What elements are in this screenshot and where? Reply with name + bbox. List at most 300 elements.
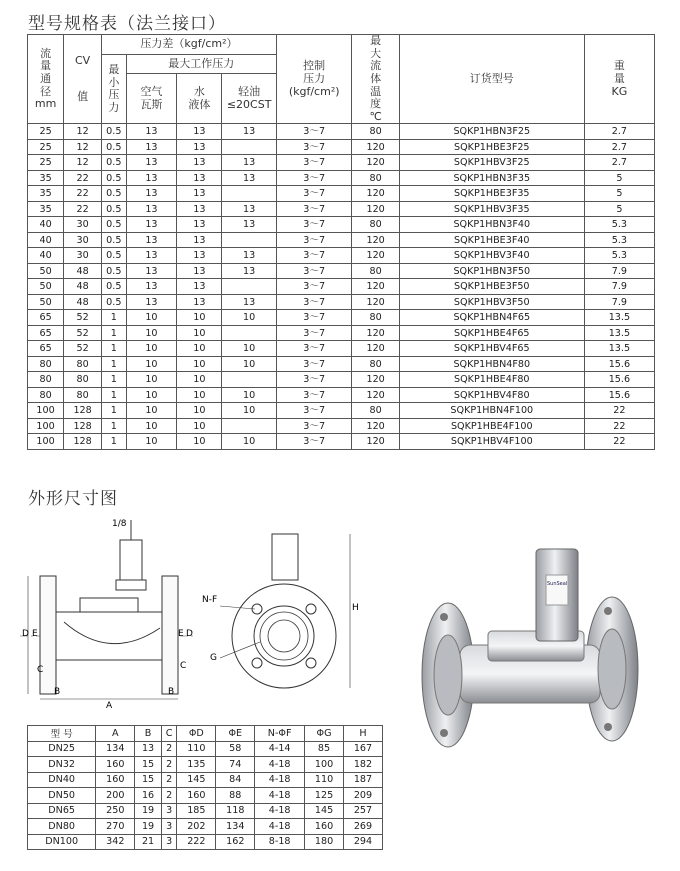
dim-cell: 2	[161, 757, 177, 773]
spec-row	[28, 232, 655, 248]
dim-cell: 2	[161, 788, 177, 804]
spec-cell: 13	[177, 186, 222, 202]
spec-cell: SQKP1HBN3F35	[399, 170, 584, 186]
spec-cell: 10	[126, 387, 177, 403]
dim-cell: 13	[135, 741, 162, 757]
dim-cell: 200	[96, 788, 135, 804]
spec-cell: 22	[584, 434, 654, 450]
spec-cell: 52	[64, 310, 102, 326]
spec-cell: 0.5	[102, 279, 127, 295]
spec-cell: 10	[222, 387, 276, 403]
dim-cell: 16	[135, 788, 162, 804]
dim-cell: 88	[216, 788, 255, 804]
spec-cell: 1	[102, 325, 127, 341]
spec-cell: 3～7	[276, 418, 352, 434]
dim-cell: 58	[216, 741, 255, 757]
spec-cell: 80	[352, 124, 399, 140]
spec-row	[28, 310, 655, 326]
spec-cell: 120	[352, 279, 399, 295]
spec-cell: 3～7	[276, 248, 352, 264]
spec-cell: 35	[28, 201, 64, 217]
spec-cell: 3～7	[276, 124, 352, 140]
dim-cell: 110	[177, 741, 216, 757]
spec-cell: SQKP1HBE3F50	[399, 279, 584, 295]
spec-cell: 13	[177, 139, 222, 155]
spec-cell: 13	[126, 155, 177, 171]
spec-cell: 13	[222, 170, 276, 186]
spec-cell: 10	[177, 387, 222, 403]
dim-cell: 4-18	[255, 819, 305, 835]
spec-cell: 1	[102, 310, 127, 326]
spec-cell: SQKP1HBV4F80	[399, 387, 584, 403]
dim-cell: 182	[343, 757, 382, 773]
spec-cell: 5	[584, 170, 654, 186]
dim-header-cell: ΦG	[305, 726, 344, 742]
spec-cell	[222, 279, 276, 295]
dim-row	[28, 772, 383, 788]
dimension-table-body	[28, 741, 383, 850]
spec-row	[28, 170, 655, 186]
spec-cell: 40	[28, 232, 64, 248]
dim-cell: DN50	[28, 788, 96, 804]
dim-cell: DN40	[28, 772, 96, 788]
spec-cell: 13	[126, 170, 177, 186]
dim-label-a: A	[106, 701, 113, 711]
dim-cell: 4-18	[255, 803, 305, 819]
spec-cell: 13	[126, 294, 177, 310]
dim-cell: 4-14	[255, 741, 305, 757]
dim-cell: 257	[343, 803, 382, 819]
spec-cell: 3～7	[276, 263, 352, 279]
dim-cell: 19	[135, 803, 162, 819]
spec-cell: 0.5	[102, 201, 127, 217]
dim-cell: 118	[216, 803, 255, 819]
dim-label-e-left: E	[32, 629, 38, 639]
col-pressure-diff: 压力差（kgf/cm²）	[102, 35, 277, 55]
col-max-working-pressure: 最大工作压力	[126, 55, 276, 74]
spec-cell: SQKP1HBN3F25	[399, 124, 584, 140]
spec-cell: SQKP1HBN4F65	[399, 310, 584, 326]
dim-cell: 270	[96, 819, 135, 835]
spec-cell: 13	[126, 263, 177, 279]
dim-cell: 74	[216, 757, 255, 773]
spec-cell: 120	[352, 418, 399, 434]
spec-cell: 120	[352, 372, 399, 388]
dim-row	[28, 788, 383, 804]
dim-row	[28, 741, 383, 757]
spec-cell	[222, 372, 276, 388]
spec-cell: 10	[222, 434, 276, 450]
spec-cell: 80	[64, 356, 102, 372]
spec-cell: 13	[126, 139, 177, 155]
dim-cell: 4-18	[255, 788, 305, 804]
spec-cell: 1	[102, 434, 127, 450]
spec-cell: SQKP1HBN4F80	[399, 356, 584, 372]
col-max-temp: 最 大 流 体 温 度 ℃	[352, 35, 399, 124]
dim-cell: 250	[96, 803, 135, 819]
spec-cell: 10	[222, 341, 276, 357]
spec-row	[28, 341, 655, 357]
spec-cell: 25	[28, 124, 64, 140]
dim-label-c-right: C	[180, 661, 187, 671]
g-label: G	[210, 653, 217, 663]
spec-cell: 3～7	[276, 294, 352, 310]
spec-row	[28, 139, 655, 155]
spec-cell: SQKP1HBE3F40	[399, 232, 584, 248]
dim-cell: 4-18	[255, 772, 305, 788]
spec-cell: 10	[177, 418, 222, 434]
spec-cell: 10	[177, 325, 222, 341]
spec-cell: 10	[126, 341, 177, 357]
dim-header-cell: ΦE	[216, 726, 255, 742]
dim-cell: 209	[343, 788, 382, 804]
spec-cell: 13	[222, 294, 276, 310]
spec-cell: 13	[177, 217, 222, 233]
spec-cell: 80	[352, 217, 399, 233]
spec-cell: 80	[352, 356, 399, 372]
spec-cell: 80	[28, 387, 64, 403]
spec-cell: 13	[126, 248, 177, 264]
spec-cell: 10	[222, 403, 276, 419]
spec-cell: 1	[102, 403, 127, 419]
spec-cell: 5	[584, 201, 654, 217]
dim-cell: 85	[305, 741, 344, 757]
dimension-table-header	[28, 726, 383, 742]
dim-row	[28, 803, 383, 819]
spec-cell: SQKP1HBN4F100	[399, 403, 584, 419]
spec-cell: SQKP1HBE4F65	[399, 325, 584, 341]
spec-cell: 3～7	[276, 372, 352, 388]
spec-row	[28, 325, 655, 341]
dim-cell: 160	[305, 819, 344, 835]
dim-cell: 21	[135, 834, 162, 850]
spec-cell: 13	[177, 201, 222, 217]
spec-row	[28, 155, 655, 171]
spec-cell	[222, 325, 276, 341]
spec-cell: 48	[64, 294, 102, 310]
spec-row	[28, 201, 655, 217]
spec-row	[28, 434, 655, 450]
spec-cell: 50	[28, 263, 64, 279]
spec-cell: 30	[64, 248, 102, 264]
dim-cell: 135	[177, 757, 216, 773]
spec-cell: 80	[28, 356, 64, 372]
dimension-drawing-title: 外形尺寸图	[28, 489, 118, 509]
spec-cell: 13	[222, 155, 276, 171]
dim-cell: 185	[177, 803, 216, 819]
spec-cell: 120	[352, 155, 399, 171]
h-label: H	[352, 603, 359, 613]
spec-row	[28, 387, 655, 403]
spec-row	[28, 248, 655, 264]
dim-cell: 180	[305, 834, 344, 850]
spec-cell: 50	[28, 294, 64, 310]
dim-cell: 100	[305, 757, 344, 773]
dim-cell: 145	[177, 772, 216, 788]
spec-cell: 120	[352, 201, 399, 217]
spec-cell	[222, 418, 276, 434]
spec-table	[27, 34, 655, 450]
dim-cell: 342	[96, 834, 135, 850]
spec-cell: 1	[102, 372, 127, 388]
col-air-gas: 空气 瓦斯	[126, 74, 177, 124]
spec-cell: 120	[352, 341, 399, 357]
spec-row	[28, 403, 655, 419]
spec-cell: 10	[177, 434, 222, 450]
dim-header-cell: 型 号	[28, 726, 96, 742]
spec-cell: SQKP1HBV3F35	[399, 201, 584, 217]
spec-cell: 13.5	[584, 341, 654, 357]
col-weight: 重 量 KG	[584, 35, 654, 124]
spec-cell: 10	[222, 356, 276, 372]
spec-row	[28, 279, 655, 295]
spec-cell: 3～7	[276, 217, 352, 233]
spec-cell: 13	[222, 217, 276, 233]
spec-cell: 15.6	[584, 387, 654, 403]
col-light-oil: 轻油 ≤20CST	[222, 74, 276, 124]
dim-cell: 4-18	[255, 757, 305, 773]
spec-cell: 3～7	[276, 170, 352, 186]
spec-cell: 0.5	[102, 248, 127, 264]
spec-cell: SQKP1HBV3F50	[399, 294, 584, 310]
spec-cell: 3～7	[276, 403, 352, 419]
spec-cell: SQKP1HBN3F40	[399, 217, 584, 233]
spec-cell: 35	[28, 170, 64, 186]
dim-cell: 145	[305, 803, 344, 819]
spec-cell: 15.6	[584, 372, 654, 388]
spec-cell: 1	[102, 356, 127, 372]
spec-cell: 80	[352, 263, 399, 279]
front-view-drawing	[200, 530, 360, 700]
spec-cell: 25	[28, 139, 64, 155]
spec-cell: 10	[177, 372, 222, 388]
dim-cell: 125	[305, 788, 344, 804]
spec-cell: 128	[64, 434, 102, 450]
spec-cell: 0.5	[102, 124, 127, 140]
spec-cell: 3～7	[276, 279, 352, 295]
spec-cell: 10	[126, 403, 177, 419]
spec-cell: 13.5	[584, 325, 654, 341]
spec-cell: 13	[177, 248, 222, 264]
spec-cell: 13	[177, 155, 222, 171]
dim-cell: 167	[343, 741, 382, 757]
dim-row	[28, 834, 383, 850]
spec-cell: 1	[102, 387, 127, 403]
spec-cell: 3～7	[276, 325, 352, 341]
spec-cell: 100	[28, 434, 64, 450]
spec-cell: 25	[28, 155, 64, 171]
spec-cell: 128	[64, 403, 102, 419]
dim-cell: 187	[343, 772, 382, 788]
dim-cell: 110	[305, 772, 344, 788]
spec-cell: 13	[177, 294, 222, 310]
spec-cell: 0.5	[102, 232, 127, 248]
spec-cell: 0.5	[102, 294, 127, 310]
col-water-liquid: 水 液体	[177, 74, 222, 124]
spec-cell: 48	[64, 279, 102, 295]
spec-cell: 12	[64, 124, 102, 140]
spec-cell: 2.7	[584, 139, 654, 155]
spec-cell: 13	[177, 232, 222, 248]
spec-cell: 80	[352, 403, 399, 419]
dim-header-cell: B	[135, 726, 162, 742]
spec-cell: SQKP1HBE3F25	[399, 139, 584, 155]
spec-cell: 120	[352, 294, 399, 310]
spec-cell: 52	[64, 341, 102, 357]
spec-table-body	[28, 124, 655, 450]
valve-product-photo	[400, 545, 660, 775]
dim-label-d-right: D	[186, 629, 193, 639]
dim-cell: 2	[161, 772, 177, 788]
spec-cell: 1	[102, 418, 127, 434]
spec-cell: 3～7	[276, 139, 352, 155]
spec-cell: 13	[222, 124, 276, 140]
spec-cell: 10	[126, 310, 177, 326]
spec-cell: 13	[126, 232, 177, 248]
spec-row	[28, 372, 655, 388]
spec-cell: 10	[177, 310, 222, 326]
spec-cell: 0.5	[102, 263, 127, 279]
spec-row	[28, 217, 655, 233]
spec-cell: 10	[177, 356, 222, 372]
spec-cell: 1	[102, 341, 127, 357]
dim-cell: 162	[216, 834, 255, 850]
spec-cell: 13	[222, 263, 276, 279]
spec-cell: 2.7	[584, 124, 654, 140]
dim-cell: DN80	[28, 819, 96, 835]
dim-row	[28, 819, 383, 835]
spec-cell: 10	[126, 418, 177, 434]
spec-cell: 3～7	[276, 356, 352, 372]
spec-cell: 13	[126, 279, 177, 295]
col-control-pressure: 控制 压力 (kgf/cm²)	[276, 35, 352, 124]
spec-cell: 80	[64, 387, 102, 403]
spec-cell: 5.3	[584, 248, 654, 264]
spec-cell: 22	[584, 403, 654, 419]
spec-cell: 3～7	[276, 155, 352, 171]
spec-cell: 5.3	[584, 217, 654, 233]
spec-cell: 65	[28, 310, 64, 326]
spec-row	[28, 356, 655, 372]
spec-cell: 13.5	[584, 310, 654, 326]
spec-cell: 12	[64, 139, 102, 155]
dim-cell: 160	[96, 772, 135, 788]
dim-cell: 8-18	[255, 834, 305, 850]
dim-cell: 202	[177, 819, 216, 835]
spec-cell	[222, 139, 276, 155]
dim-cell: DN25	[28, 741, 96, 757]
spec-cell	[222, 186, 276, 202]
spec-cell: 7.9	[584, 263, 654, 279]
dim-label-b-right: B	[168, 687, 175, 697]
spec-cell: 3～7	[276, 387, 352, 403]
spec-cell: 0.5	[102, 170, 127, 186]
spec-cell: 100	[28, 418, 64, 434]
spec-cell: 120	[352, 186, 399, 202]
spec-cell: SQKP1HBV4F65	[399, 341, 584, 357]
spec-cell: 30	[64, 232, 102, 248]
spec-cell: 10	[177, 341, 222, 357]
spec-cell: 80	[64, 372, 102, 388]
dim-cell: DN100	[28, 834, 96, 850]
spec-cell: 22	[64, 201, 102, 217]
spec-cell: 100	[28, 403, 64, 419]
spec-row	[28, 263, 655, 279]
dim-header-cell: ΦD	[177, 726, 216, 742]
spec-cell: 10	[126, 356, 177, 372]
dim-header-cell: N-ΦF	[255, 726, 305, 742]
dim-cell: 294	[343, 834, 382, 850]
dim-header-cell: H	[343, 726, 382, 742]
dim-row	[28, 757, 383, 773]
col-cv: CV 值	[64, 35, 102, 124]
spec-cell: 48	[64, 263, 102, 279]
spec-cell: 10	[126, 372, 177, 388]
dim-cell: 269	[343, 819, 382, 835]
photo-brand-label: SunSeal	[547, 581, 568, 587]
spec-row	[28, 124, 655, 140]
spec-cell: 3～7	[276, 186, 352, 202]
spec-cell: 3～7	[276, 310, 352, 326]
spec-cell: SQKP1HBV3F25	[399, 155, 584, 171]
spec-cell: 7.9	[584, 279, 654, 295]
spec-cell: 3～7	[276, 232, 352, 248]
spec-cell	[222, 232, 276, 248]
spec-cell: 13	[222, 201, 276, 217]
dim-cell: 3	[161, 834, 177, 850]
dim-label-d-left: D	[22, 629, 29, 639]
dim-header-cell: C	[161, 726, 177, 742]
spec-cell: 5.3	[584, 232, 654, 248]
spec-cell: SQKP1HBE4F100	[399, 418, 584, 434]
spec-cell: 40	[28, 248, 64, 264]
dim-cell: 19	[135, 819, 162, 835]
spec-row	[28, 294, 655, 310]
spec-cell: 50	[28, 279, 64, 295]
spec-cell: 35	[28, 186, 64, 202]
spec-cell: 120	[352, 232, 399, 248]
spec-cell: SQKP1HBE3F35	[399, 186, 584, 202]
spec-cell: SQKP1HBV3F40	[399, 248, 584, 264]
spec-cell: SQKP1HBV4F100	[399, 434, 584, 450]
dim-cell: 160	[177, 788, 216, 804]
spec-cell: 3～7	[276, 434, 352, 450]
spec-cell: 0.5	[102, 155, 127, 171]
spec-cell: 0.5	[102, 217, 127, 233]
spec-cell: 80	[352, 310, 399, 326]
spec-cell: 3～7	[276, 341, 352, 357]
dim-cell: DN65	[28, 803, 96, 819]
spec-cell: 65	[28, 325, 64, 341]
spec-cell: 52	[64, 325, 102, 341]
spec-cell: 5	[584, 186, 654, 202]
spec-cell: 13	[222, 248, 276, 264]
spec-cell: 13	[177, 279, 222, 295]
spec-cell: 40	[28, 217, 64, 233]
side-view-drawing	[20, 512, 200, 712]
port-size-label: 1/8	[112, 519, 127, 529]
dim-cell: 134	[96, 741, 135, 757]
col-min-pressure: 最 小 压 力	[102, 55, 127, 124]
dim-cell: 2	[161, 741, 177, 757]
dim-cell: 15	[135, 757, 162, 773]
dim-cell: 84	[216, 772, 255, 788]
dim-header-cell: A	[96, 726, 135, 742]
dim-cell: 15	[135, 772, 162, 788]
spec-cell: SQKP1HBN3F50	[399, 263, 584, 279]
spec-cell: 120	[352, 248, 399, 264]
dim-label-c-left: C	[37, 665, 44, 675]
